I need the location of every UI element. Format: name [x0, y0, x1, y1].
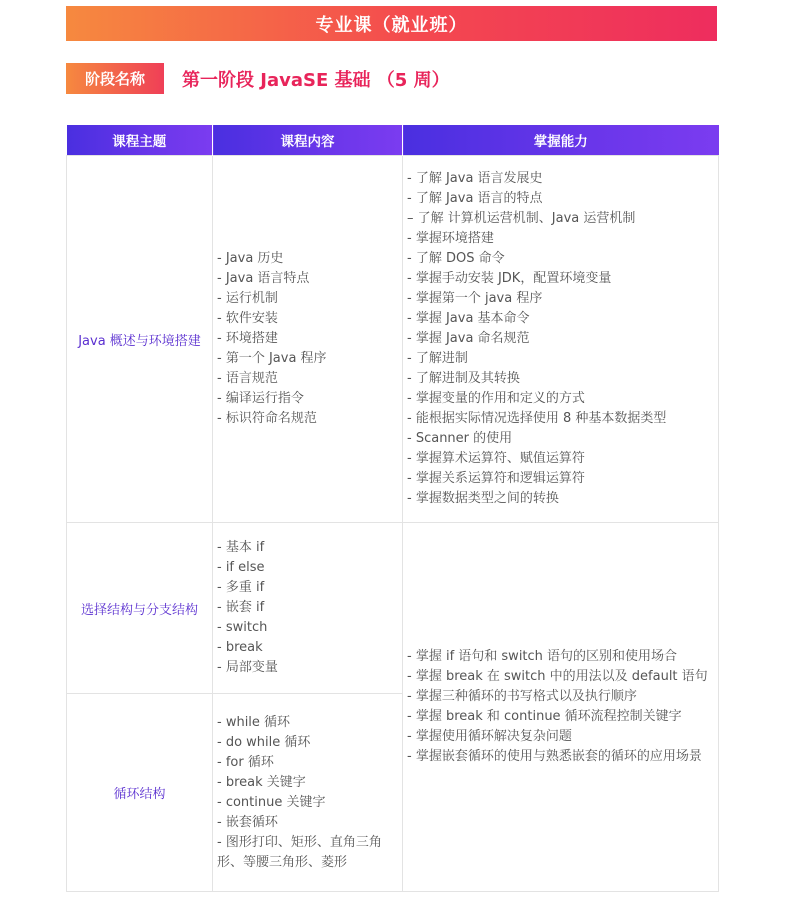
list-item: - 掌握 Java 基本命令	[407, 311, 530, 326]
list-item: - 基本 if	[217, 540, 265, 555]
stage-tag: 阶段名称	[66, 63, 164, 94]
header-topic: 课程主题	[67, 125, 213, 156]
list-item: - 了解 Java 语言发展史	[407, 171, 543, 186]
list-item: - 掌握使用循环解决复杂问题	[407, 729, 572, 744]
list-item: - 标识符命名规范	[217, 411, 317, 426]
list-item: – 了解 计算机运营机制、Java 运营机制	[407, 211, 636, 226]
list-item: - while 循环	[217, 714, 291, 730]
list-item: - 掌握关系运算符和逻辑运算符	[407, 471, 585, 486]
list-item: - 掌握数据类型之间的转换	[407, 491, 559, 506]
list-item: - 局部变量	[217, 660, 278, 675]
list-item: - 掌握 Java 命名规范	[407, 331, 530, 346]
list-item: - 了解进制	[407, 351, 468, 366]
list-item: - 掌握 if 语句和 switch 语句的区别和使用场合	[407, 649, 678, 664]
header-content: 课程内容	[213, 125, 403, 156]
list-item: - 第一个 Java 程序	[217, 351, 327, 366]
row-content	[213, 523, 403, 694]
list-item: - if else	[217, 560, 265, 575]
list-item: - Java 语言特点	[217, 271, 310, 286]
list-item: - 编译运行指令	[217, 391, 304, 406]
list-item: - break 关键字	[217, 774, 306, 790]
list-item: - 掌握环境搭建	[407, 231, 494, 246]
list-item: - 了解进制及其转换	[407, 371, 520, 386]
list-item: - 运行机制	[217, 291, 278, 306]
list-item: - 掌握三种循环的书写格式以及执行顺序	[407, 689, 637, 704]
list-item: - 掌握算术运算符、赋值运算符	[407, 451, 585, 466]
list-item: - 软件安装	[217, 311, 278, 326]
row-topic: 循环结构	[67, 694, 213, 892]
row-topic: 选择结构与分支结构	[67, 523, 213, 694]
list-item: - Java 历史	[217, 251, 284, 266]
list-item: - 掌握 break 在 switch 中的用法以及 default 语句	[407, 669, 708, 684]
list-item: - 掌握手动安装 JDK，配置环境变量	[407, 271, 612, 286]
list-item: - switch	[217, 620, 268, 635]
row-content	[213, 156, 403, 523]
header-abilities: 掌握能力	[403, 125, 719, 156]
table-header-row	[67, 125, 719, 156]
list-item: - for 循环	[217, 754, 274, 770]
list-item: - 了解 DOS 命令	[407, 251, 505, 266]
list-item: - do while 循环	[217, 734, 311, 750]
course-table	[66, 125, 719, 892]
list-item: - 多重 if	[217, 580, 265, 595]
list-item: - 了解 Java 语言的特点	[407, 191, 543, 206]
shared-abilities	[403, 523, 719, 892]
row-content	[213, 694, 403, 892]
list-item: - 掌握 break 和 continue 循环流程控制关键字	[407, 709, 682, 724]
list-item: - 嵌套 if	[217, 600, 265, 615]
list-item: - 语言规范	[217, 371, 278, 386]
row-abilities	[403, 156, 719, 523]
table-row	[67, 156, 719, 523]
stage-row	[66, 63, 450, 94]
list-item: - 掌握变量的作用和定义的方式	[407, 391, 585, 406]
list-item: - 环境搭建	[217, 331, 278, 346]
list-item: - Scanner 的使用	[407, 431, 513, 446]
list-item: - 图形打印、矩形、直角三角形、等腰三角形、菱形	[217, 834, 382, 870]
row-topic: Java 概述与环境搭建	[67, 156, 213, 523]
list-item: - 嵌套循环	[217, 814, 278, 830]
list-item: - 掌握第一个 java 程序	[407, 291, 543, 306]
stage-title: 第一阶段 JavaSE 基础 （5 周）	[182, 69, 450, 91]
list-item: - continue 关键字	[217, 794, 326, 810]
list-item: - 掌握嵌套循环的使用与熟悉嵌套的循环的应用场景	[407, 749, 702, 764]
list-item: - break	[217, 640, 263, 655]
course-banner: 专业课（就业班）	[66, 6, 717, 41]
table-row	[67, 523, 719, 694]
list-item: - 能根据实际情况选择使用 8 种基本数据类型	[407, 411, 667, 426]
